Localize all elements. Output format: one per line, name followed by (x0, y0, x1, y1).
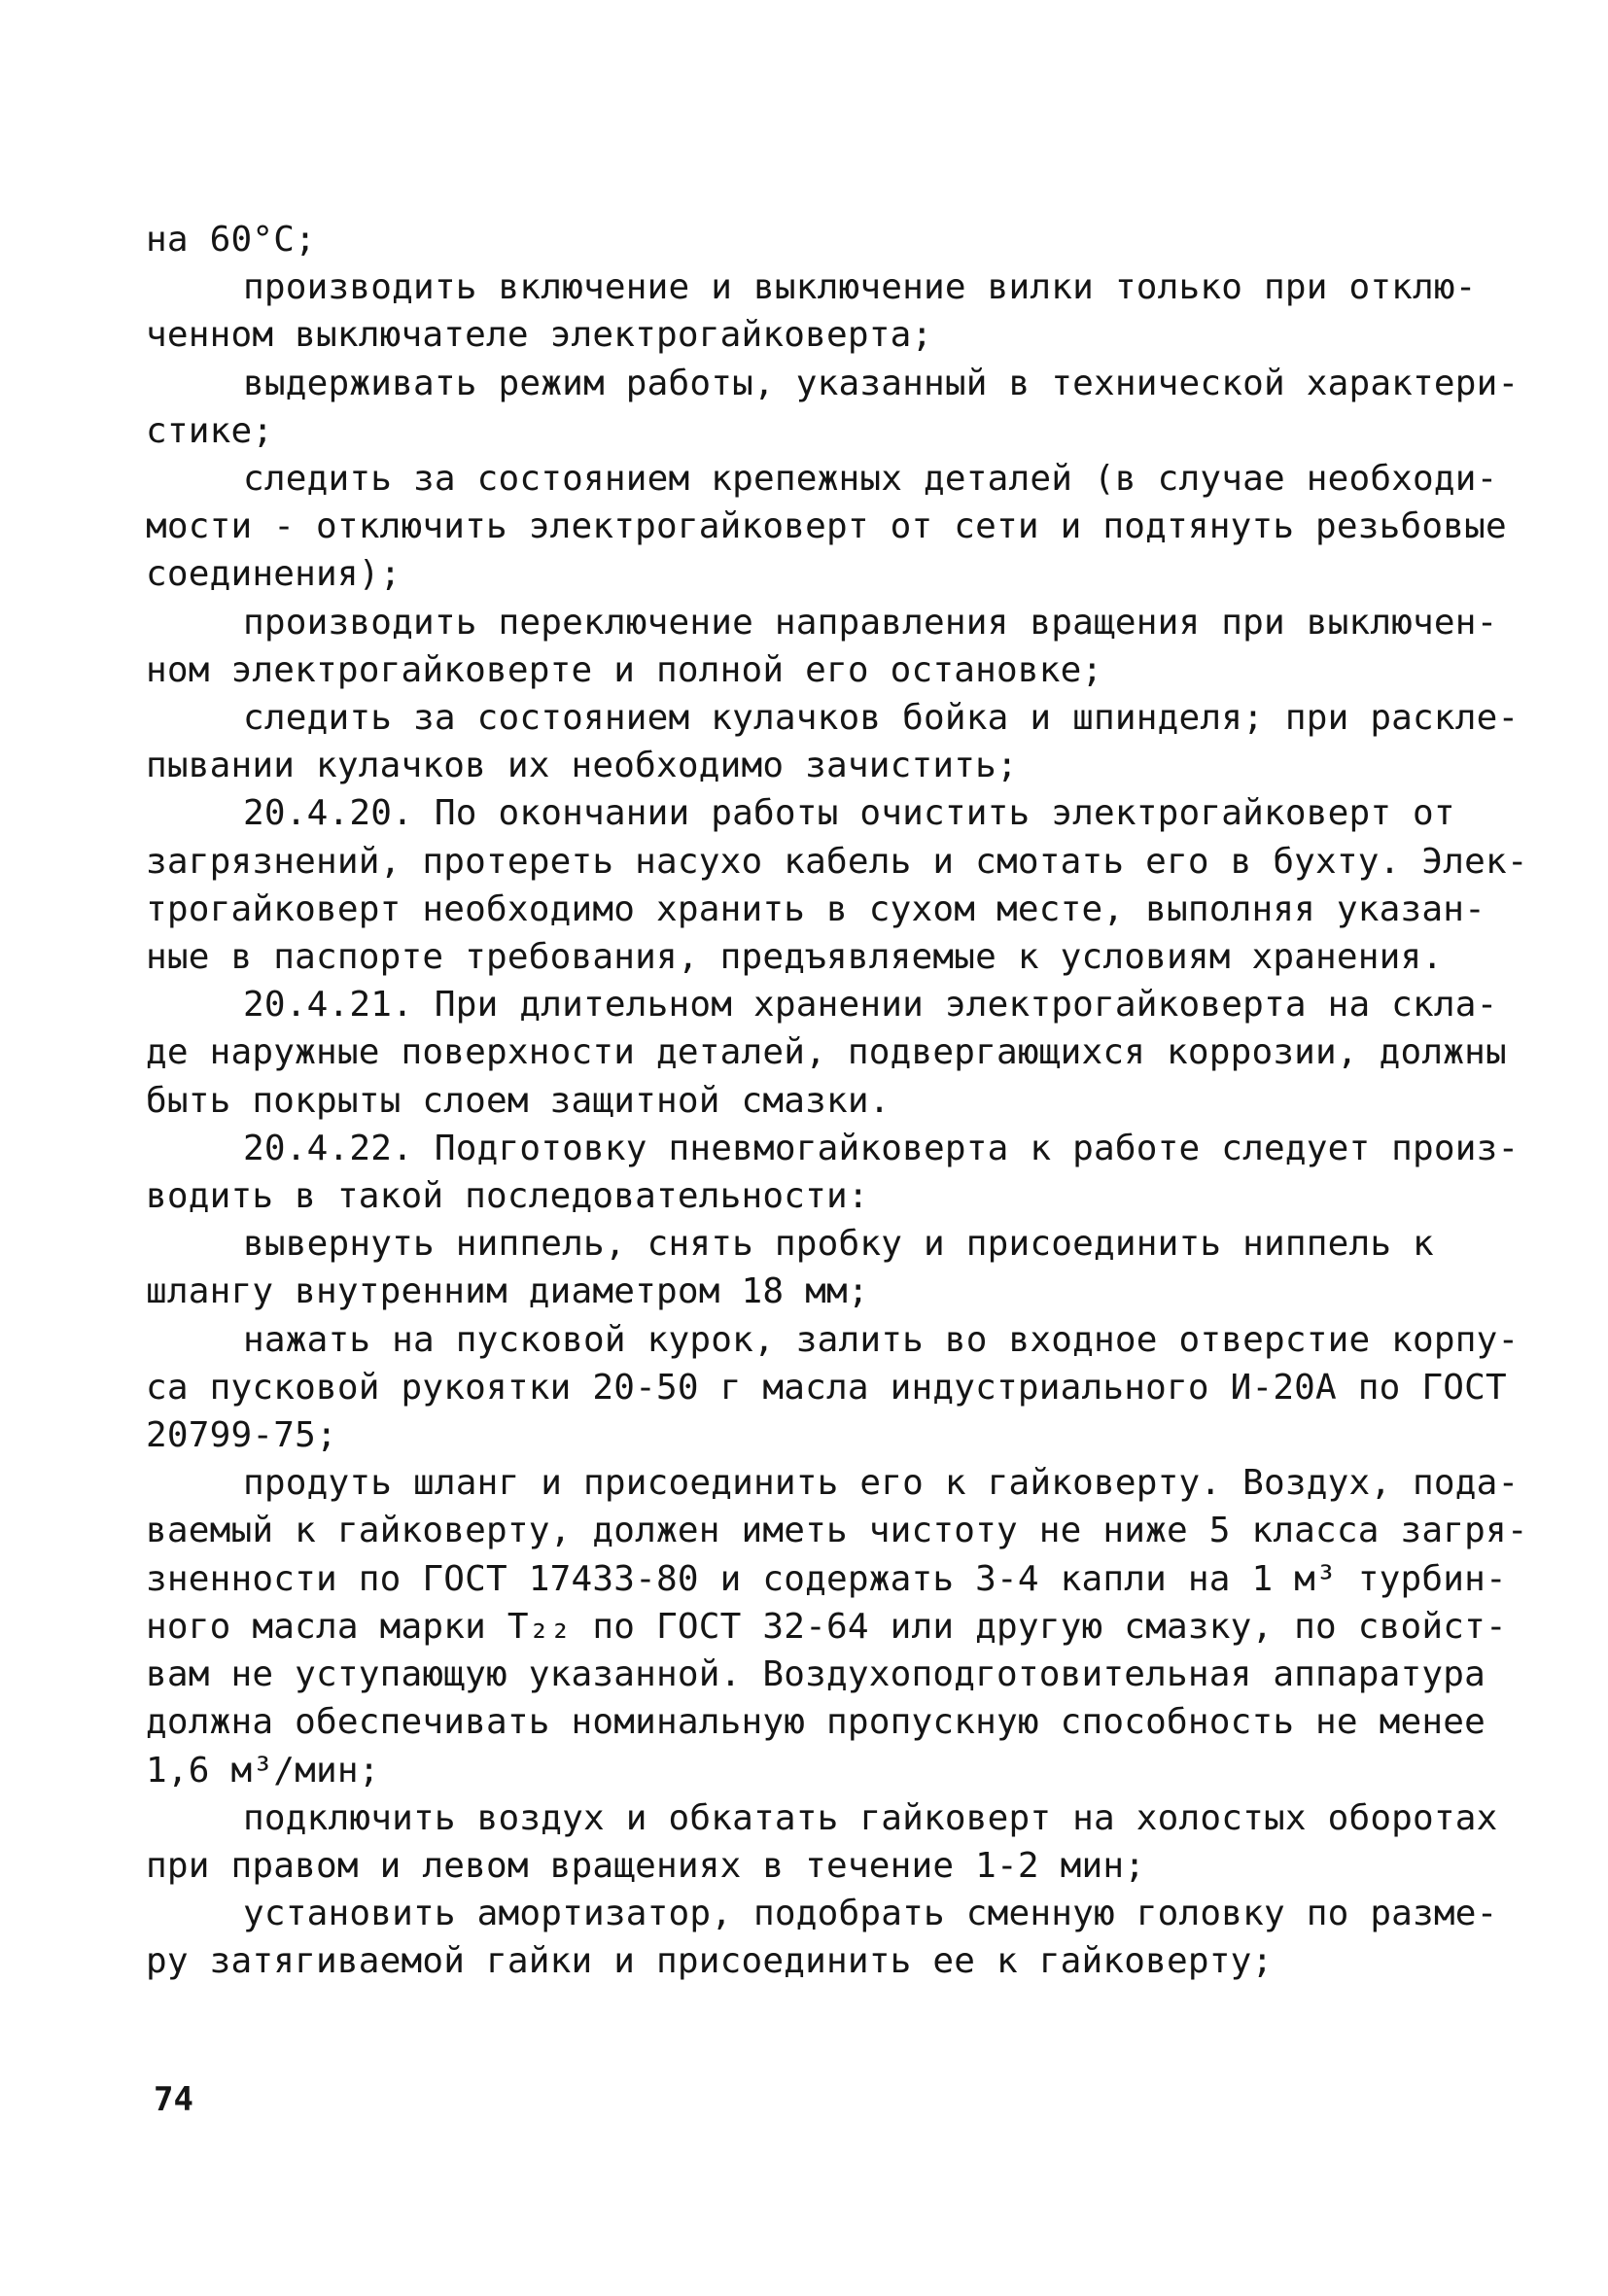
text-line: продуть шланг и присоединить его к гайковерту. Воздух, пода- (243, 1463, 1520, 1504)
text-line: 20799-75; (146, 1415, 337, 1456)
text-line: выдерживать режим работы, указанный в технической характери- (243, 363, 1520, 403)
text-line: загрязнений, протереть насухо кабель и смотать его в бухту. Элек- (146, 841, 1528, 882)
text-line: трогайковерт необходимо хранить в сухом месте, выполняя указан- (146, 888, 1486, 929)
text-line: ного масла марки Т₂₂ по ГОСТ 32-64 или другую смазку, по свойст- (146, 1606, 1507, 1647)
page-number: 74 (154, 2080, 193, 2119)
text-line: зненности по ГОСТ 17433-80 и содержать 3-4 капли на 1 м³ турбин- (146, 1558, 1507, 1599)
text-line: пывании кулачков их необходимо зачистить; (146, 746, 1018, 786)
text-line: быть покрыты слоем защитной смазки. (146, 1080, 891, 1121)
text-line: на 60°С; (146, 220, 316, 260)
text-line: вам не уступающую указанной. Воздухоподготовительная аппаратура (146, 1654, 1486, 1695)
text-line: вывернуть ниппель, снять пробку и присоединить ниппель к (243, 1224, 1434, 1265)
text-line: 20.4.21. При длительном хранении электрогайковерта на скла- (243, 985, 1498, 1026)
text-line: подключить воздух и обкатать гайковерт на холостых оборотах (243, 1797, 1498, 1838)
text-line: 1,6 м³/мин; (146, 1750, 380, 1791)
text-line: при правом и левом вращениях в течение 1-2 мин; (146, 1845, 1146, 1886)
body-text (146, 216, 1528, 1986)
text-line: мости - отключить электрогайковерт от сети и подтянуть резьбовые (146, 506, 1507, 547)
text-line: установить амортизатор, подобрать сменную головку по разме- (243, 1894, 1498, 1934)
text-line: должна обеспечивать номинальную пропускную способность не менее (146, 1702, 1486, 1743)
text-line: 20.4.22. Подготовку пневмогайковерта к работе следует произ- (243, 1128, 1520, 1168)
text-line: следить за состоянием кулачков бойка и шпинделя; при раскле- (243, 698, 1520, 739)
text-line: производить включение и выключение вилки только при отклю- (243, 267, 1477, 308)
text-line: ваемый к гайковерту, должен иметь чистоту не ниже 5 класса загря- (146, 1511, 1528, 1551)
text-line: водить в такой последовательности: (146, 1176, 869, 1217)
text-line: 20.4.20. По окончании работы очистить электрогайковерт от (243, 793, 1455, 834)
text-line: ченном выключателе электрогайковерта; (146, 315, 933, 356)
text-line: соединения); (146, 554, 402, 595)
text-line: са пусковой рукоятки 20-50 г масла индустриального И-20А по ГОСТ (146, 1367, 1507, 1408)
text-line: следить за состоянием крепежных деталей (в случае необходи- (243, 459, 1498, 500)
text-line: ном электрогайковерте и полной его остановке; (146, 649, 1103, 690)
text-line: ные в паспорте требования, предъявляемые к условиям хранения. (146, 937, 1444, 978)
text-line: стике; (146, 410, 274, 451)
text-line: производить переключение направления вращения при выключен- (243, 602, 1498, 643)
text-line: нажать на пусковой курок, залить во входное отверстие корпу- (243, 1319, 1520, 1360)
text-line: де наружные поверхности деталей, подвергающихся коррозии, должны (146, 1032, 1507, 1073)
text-line: шлангу внутренним диаметром 18 мм; (146, 1271, 869, 1312)
text-line: ру затягиваемой гайки и присоединить ее к гайковерту; (146, 1941, 1274, 1982)
